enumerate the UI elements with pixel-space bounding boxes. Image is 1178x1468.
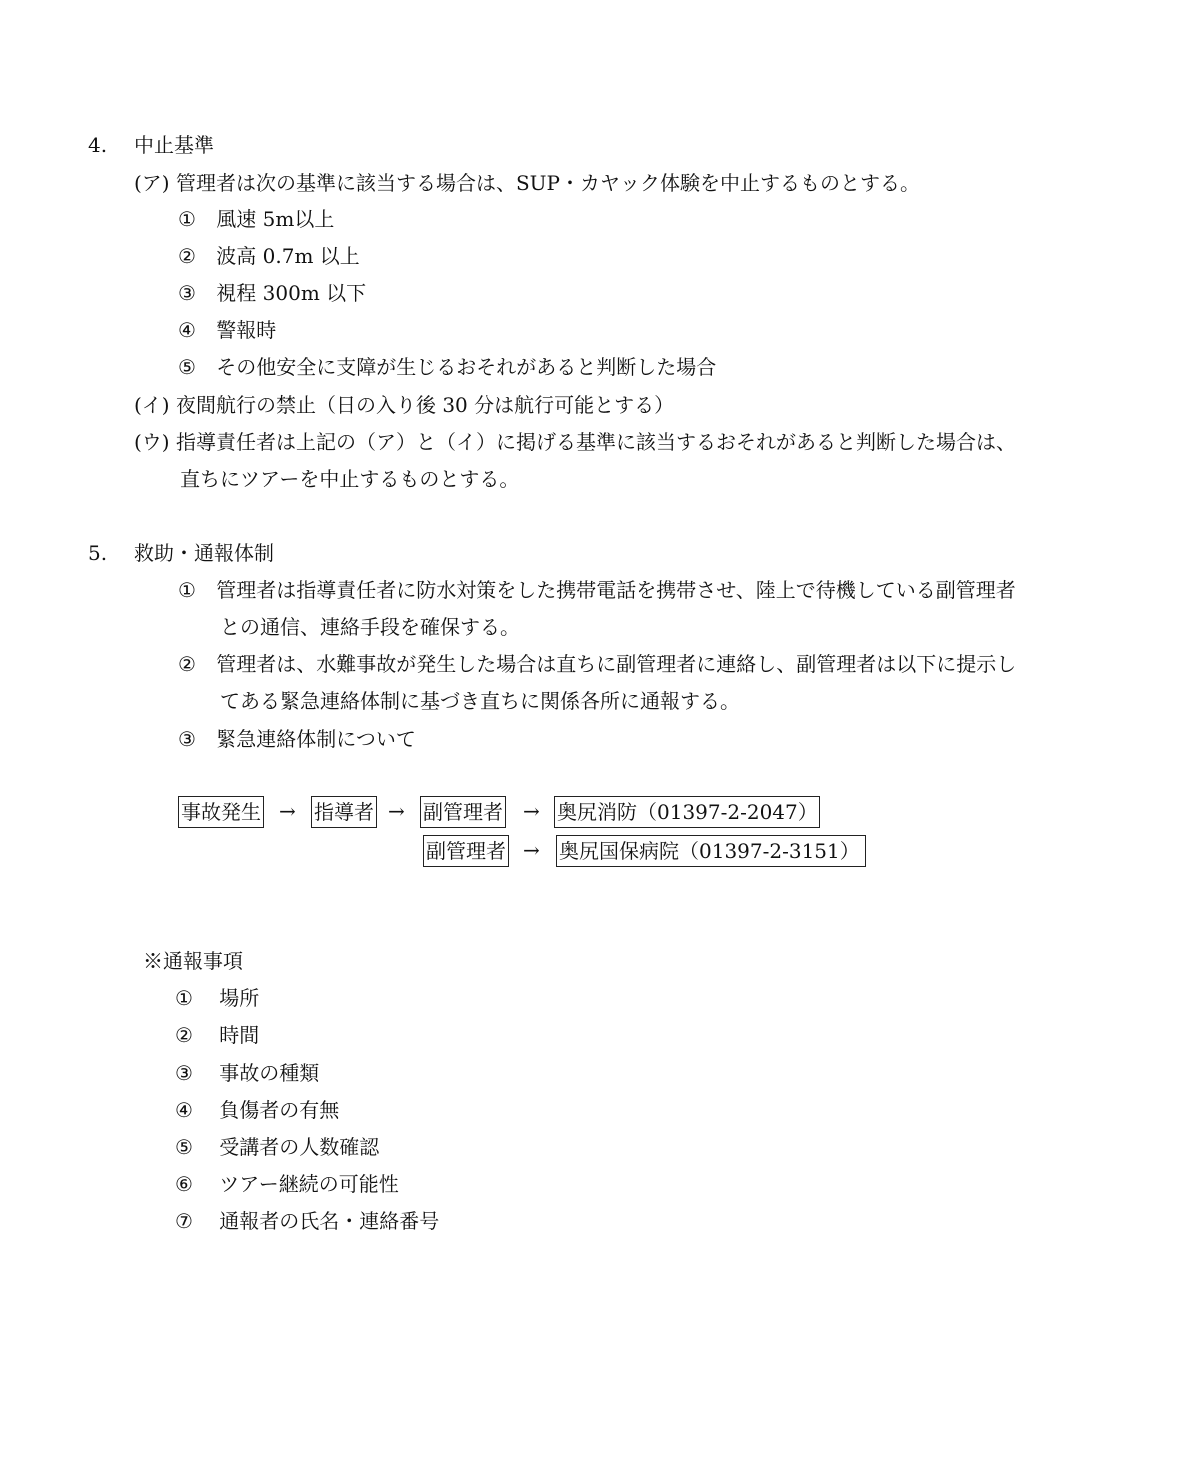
clause-b (134, 392, 674, 418)
item-marker: ⑤ (178, 355, 196, 379)
item-marker: ③ (175, 1061, 193, 1085)
item-text: その他安全に支障が生じるおそれがあると判断した場合 (216, 355, 717, 379)
section-4-title: 中止基準 (134, 133, 214, 157)
flow-box-deputy-manager: 副管理者 (420, 796, 506, 828)
clause-b-label: (イ) (134, 393, 170, 417)
flow-box-deputy-manager: 副管理者 (423, 835, 509, 867)
section-5-number: 5. (88, 541, 108, 565)
item-marker: ④ (175, 1098, 193, 1122)
section-4-number: 4. (88, 133, 108, 157)
clause-c-label: (ウ) (134, 430, 170, 454)
clause-a-text: 管理者は次の基準に該当する場合は、SUP・カヤック体験を中止するものとする。 (175, 171, 920, 195)
notes-item (175, 1134, 379, 1160)
rescue-item-continuation: との通信、連絡手段を確保する。 (220, 615, 520, 639)
notes-item (175, 985, 259, 1011)
notes-heading: ※通報事項 (143, 949, 243, 973)
item-text: 警報時 (216, 318, 277, 342)
item-text: 場所 (219, 986, 260, 1010)
clause-c-text: 指導責任者は上記の（ア）と（イ）に掲げる基準に該当するおそれがあると判断した場合は、 (175, 430, 1016, 454)
criteria-item (178, 280, 366, 306)
criteria-item (178, 354, 716, 380)
flow-box-instructor: 指導者 (311, 796, 377, 828)
notes-item (175, 1171, 399, 1197)
criteria-item (178, 317, 276, 343)
item-marker: ④ (178, 318, 196, 342)
item-text: 負傷者の有無 (219, 1098, 340, 1122)
item-text: 緊急連絡体制について (216, 727, 416, 751)
item-text: 波高 0.7m 以上 (216, 244, 360, 268)
item-marker: ② (178, 652, 196, 676)
notes-item (175, 1097, 339, 1123)
rescue-item-continuation: てある緊急連絡体制に基づき直ちに関係各所に通報する。 (220, 689, 740, 713)
clause-a (134, 170, 920, 196)
flow-arrow: → (523, 838, 540, 862)
flow-arrow: → (279, 799, 296, 823)
clause-a-label: (ア) (134, 171, 170, 195)
clause-c-continuation: 直ちにツアーを中止するものとする。 (180, 467, 520, 491)
item-marker: ② (178, 244, 196, 268)
item-marker: ① (178, 207, 196, 231)
rescue-item (178, 651, 1016, 677)
item-marker: ⑦ (175, 1209, 193, 1233)
item-marker: ③ (178, 281, 196, 305)
item-text: 受講者の人数確認 (219, 1135, 380, 1159)
item-text: 通報者の氏名・連絡番号 (219, 1209, 440, 1233)
item-marker: ⑤ (175, 1135, 193, 1159)
flow-box-hospital: 奥尻国保病院（01397-2-3151） (556, 835, 866, 867)
rescue-item (178, 577, 1016, 603)
criteria-item (178, 206, 334, 232)
item-text: 管理者は、水難事故が発生した場合は直ちに副管理者に連絡し、副管理者は以下に提示し (216, 652, 1017, 676)
item-marker: ① (178, 578, 196, 602)
section-5-heading (88, 540, 274, 566)
flow-box-fire-dept: 奥尻消防（01397-2-2047） (554, 796, 820, 828)
item-marker: ① (175, 986, 193, 1010)
flow-arrow: → (523, 799, 540, 823)
item-marker: ③ (178, 727, 196, 751)
item-text: 管理者は指導責任者に防水対策をした携帯電話を携帯させ、陸上で待機している副管理者 (216, 578, 1016, 602)
section-5-title: 救助・通報体制 (134, 541, 274, 565)
notes-item (175, 1022, 259, 1048)
section-4-heading (88, 132, 214, 158)
rescue-item (178, 726, 416, 752)
item-text: 視程 300m 以下 (216, 281, 367, 305)
flow-arrow: → (388, 799, 405, 823)
clause-c (134, 429, 1016, 455)
item-marker: ⑥ (175, 1172, 193, 1196)
criteria-item (178, 243, 360, 269)
notes-item (175, 1060, 319, 1086)
item-text: 風速 5m以上 (216, 207, 335, 231)
item-text: 時間 (219, 1023, 260, 1047)
flow-box-accident: 事故発生 (178, 796, 264, 828)
item-text: 事故の種類 (219, 1061, 320, 1085)
item-marker: ② (175, 1023, 193, 1047)
clause-b-text: 夜間航行の禁止（日の入り後 30 分は航行可能とする） (175, 393, 675, 417)
item-text: ツアー継続の可能性 (219, 1172, 399, 1196)
notes-item (175, 1208, 439, 1234)
